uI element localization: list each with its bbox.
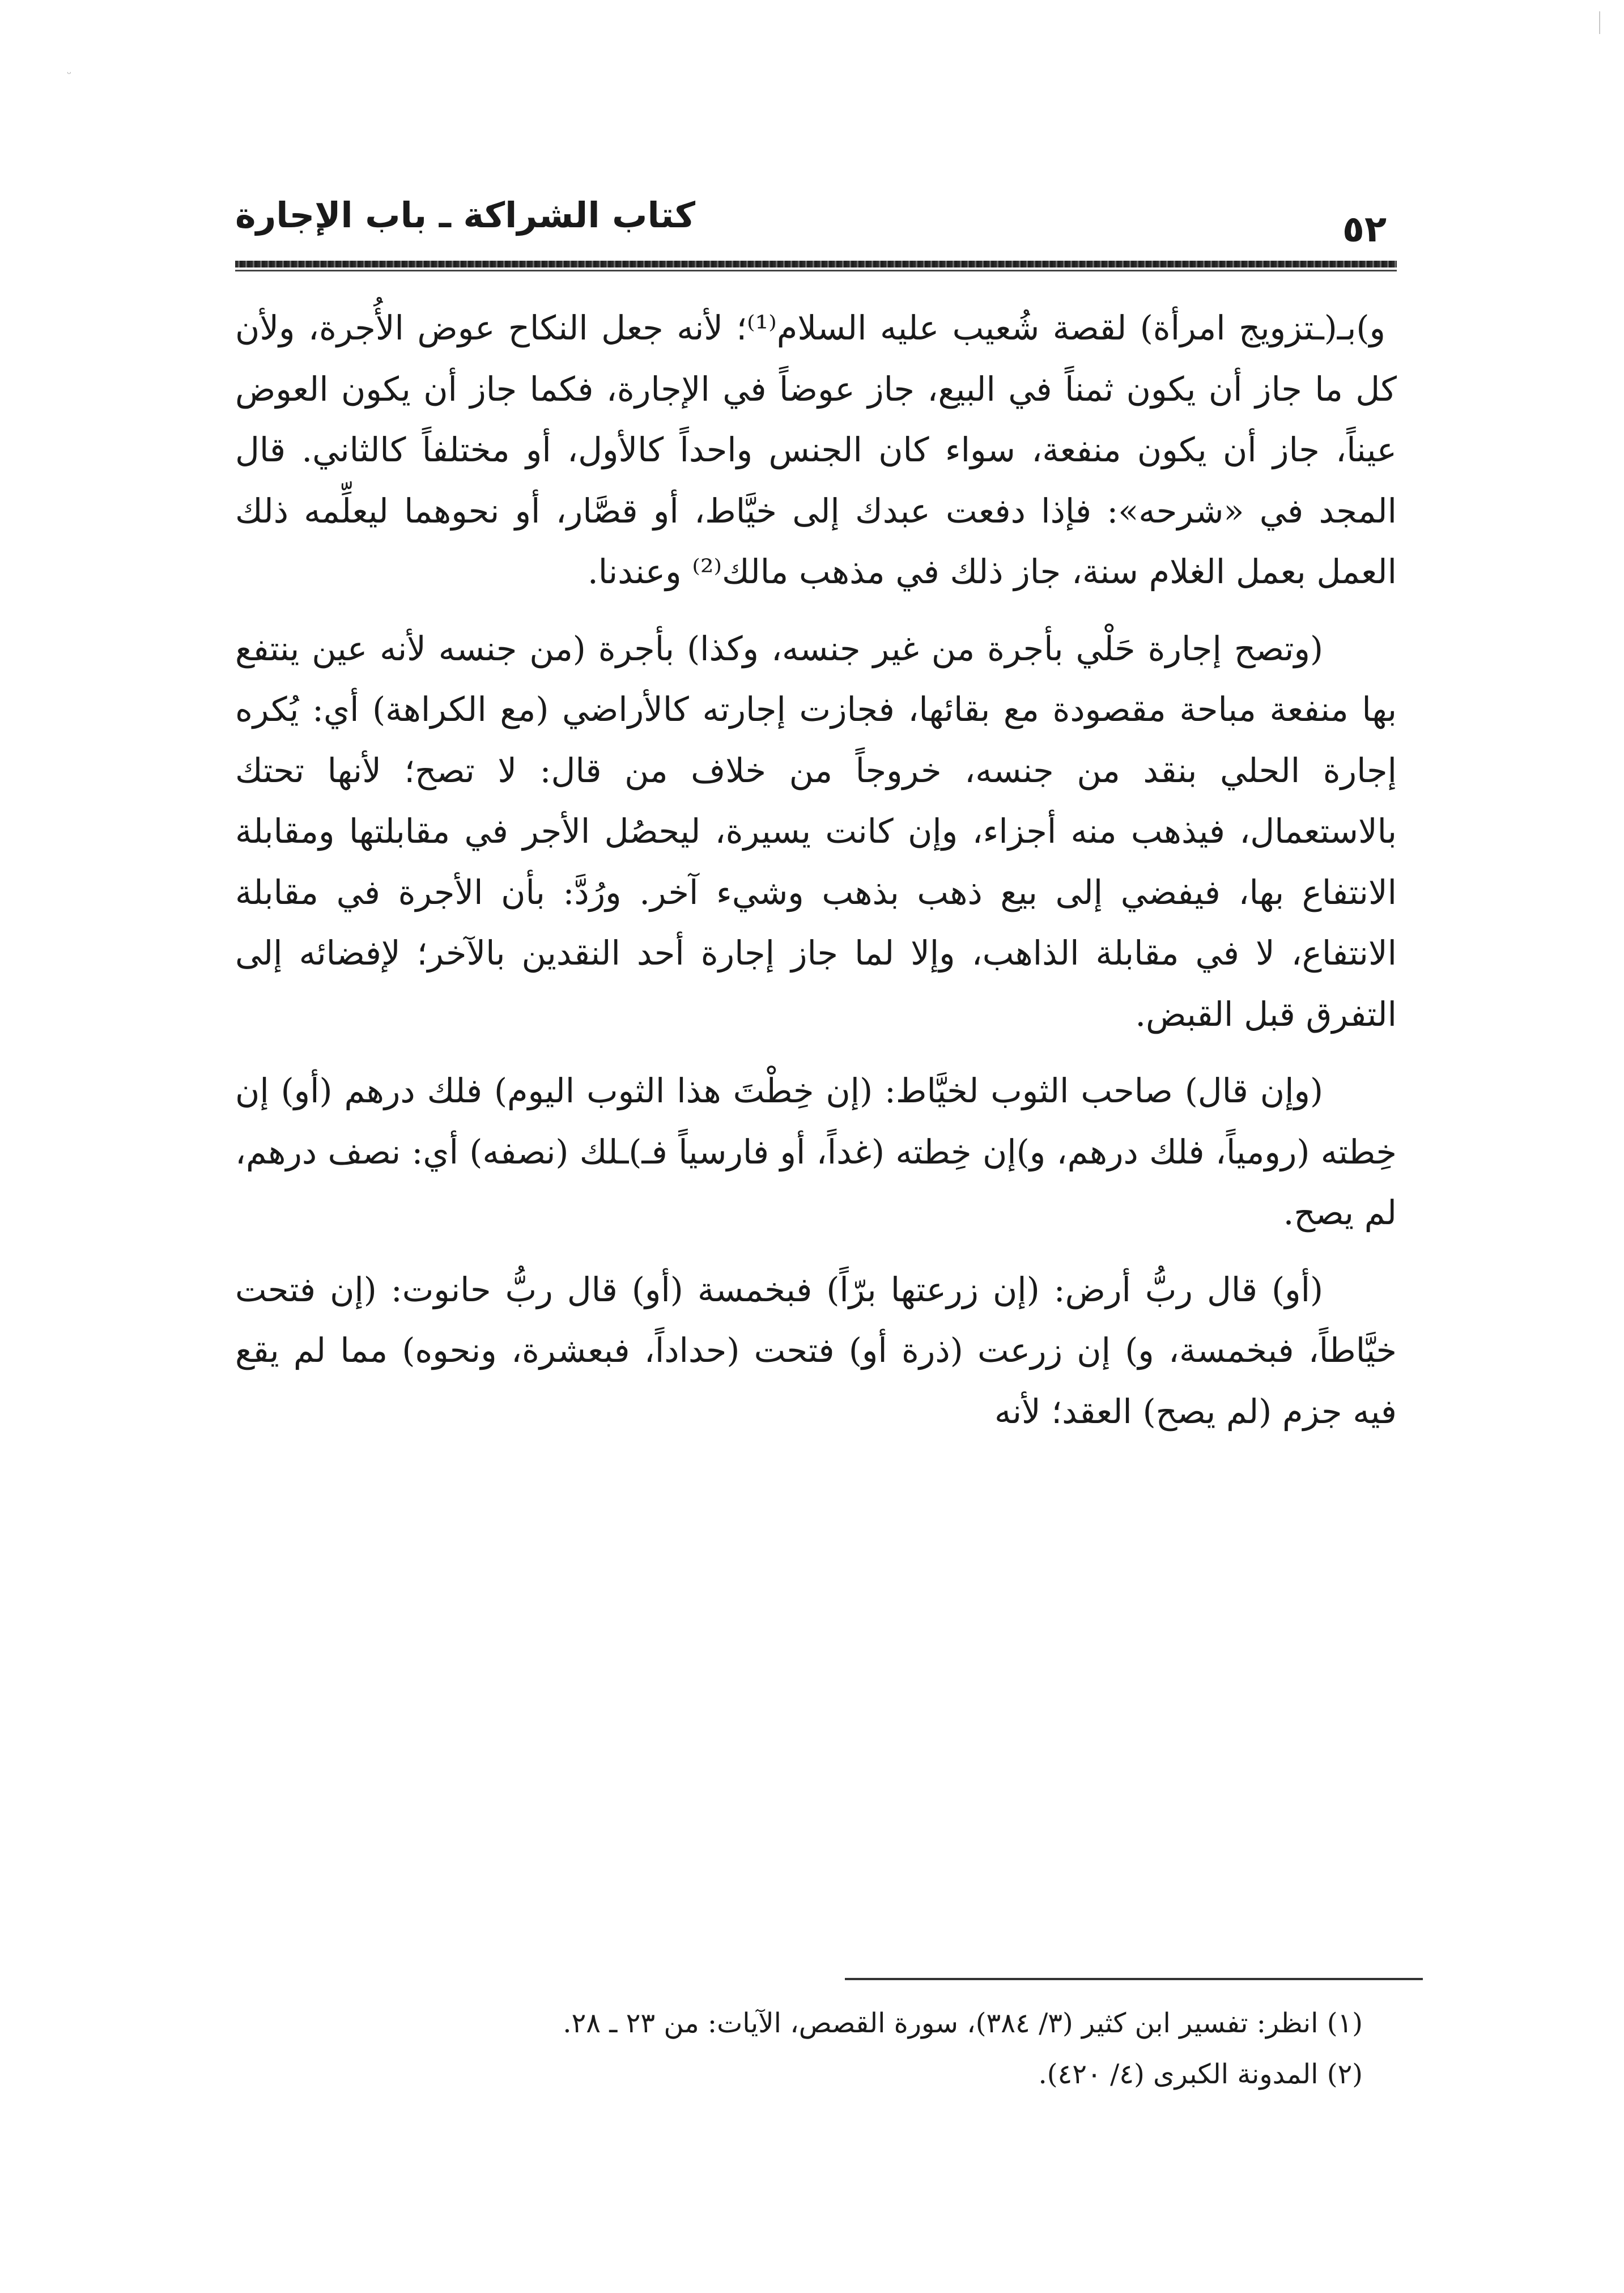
header-rule: [235, 261, 1397, 267]
paragraph: (وتصح إجارة حَلْي بأجرة من غير جنسه، وكذا) بأجرة (من جنسه لأنه عين ينتفع بها منفعة مباحة مقصودة مع بقائها، فجازت إجارته كالأراضي (مع الكراهة) أي: يُكره إجارة الحلي بنقد من جنسه، خروجاً من خلاف من قال: لا تصح؛ لأنها تحتك بالاستعمال، فيذهب منه أجزاء، وإن كانت يسيرة، ليحصُل الأجر في مقابلتها ومقابلة الانتفاع بها، فيفضي إلى بيع ذهب بذهب وشيء آخر. ورُدَّ: بأن الأجرة في مقابلة الانتفاع، لا في مقابلة الذاهب، وإلا لما جاز إجارة أحد النقدين بالآخر؛ لإفضائه إلى التفرق قبل القبض.: [235, 629, 1397, 1034]
footnotes: [235, 1998, 1397, 2100]
paragraph: (وإن قال) صاحب الثوب لخيَّاط: (إن خِطْتَ هذا الثوب اليوم) فلك درهم (أو) إن خِطته (رومياً، فلك درهم، و)إن خِطته (غداً، أو فارسياً فـ)ـلك (نصفه) أي: نصف درهم، لم يصح.: [235, 1071, 1397, 1232]
footnote: (١) انظر: تفسير ابن كثير (٣/ ٣٨٤)، سورة القصص، الآيات: من ٢٣ ـ ٢٨.: [563, 2007, 1363, 2039]
footnote: (٢) المدونة الكبرى (٤/ ٤٢٠).: [1038, 2058, 1363, 2090]
main-text: [235, 298, 1397, 1442]
scan-edge-mark: [1599, 11, 1600, 34]
page-number: ٥٢: [1342, 209, 1387, 250]
header-rule-thin: [235, 270, 1397, 271]
page-header: [235, 187, 1397, 255]
running-title: كتاب الشراكة ـ باب الإجارة: [235, 194, 696, 236]
paragraph: و)بـ(ـتزويج امرأة) لقصة شُعيب عليه السلام⁽¹⁾؛ لأنه جعل النكاح عوض الأُجرة، ولأن كل ما جاز أن يكون ثمناً في البيع، جاز عوضاً في الإجارة، فكما جاز أن يكون العوض عيناً، جاز أن يكون منفعة، سواء كان الجنس واحداً كالأول، أو مختلفاً كالثاني. قال المجد في «شرحه»: فإذا دفعت عبدك إلى خيَّاط، أو قصَّار، أو نحوهما ليعلِّمه ذلك العمل بعمل الغلام سنة، جاز ذلك في مذهب مالك⁽²⁾ وعندنا.: [235, 308, 1397, 591]
scan-artifact-mark: ᵕ: [67, 67, 72, 80]
footnote-separator: [845, 1978, 1423, 1980]
paragraph: (أو) قال ربُّ أرض: (إن زرعتها برّاً) فبخمسة (أو) قال ربُّ حانوت: (إن فتحت خيَّاطاً، فبخمسة، و) إن زرعت (ذرة أو) فتحت (حداداً، فبعشرة، ونحوه) مما لم يقع فيه جزم (لم يصح) العقد؛ لأنه: [235, 1269, 1397, 1431]
